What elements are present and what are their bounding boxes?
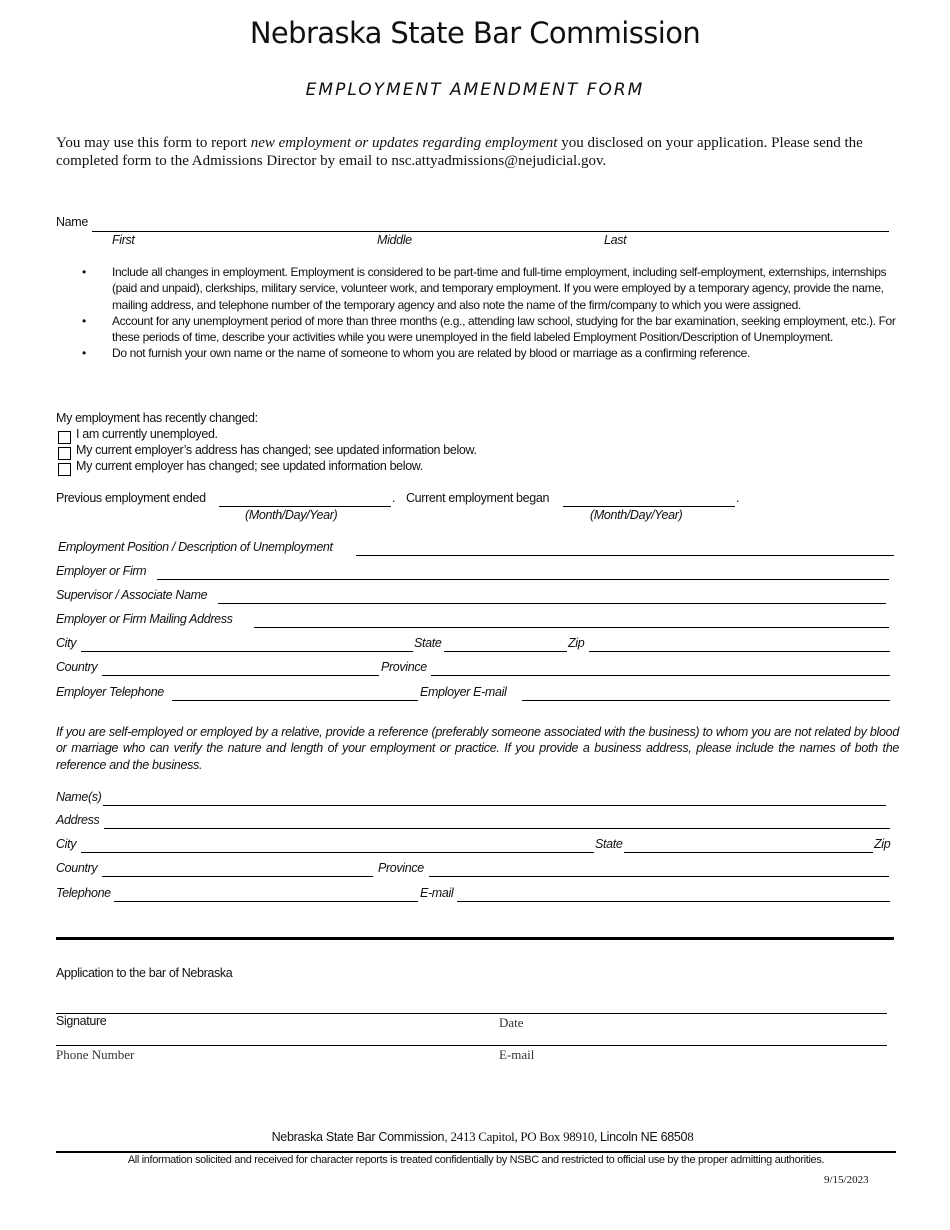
reference-country-label: Country xyxy=(56,861,98,875)
position-input[interactable] xyxy=(356,555,894,556)
reference-city-input[interactable] xyxy=(81,852,594,853)
date-label: Date xyxy=(499,1015,524,1030)
reference-note: If you are self-employed or employed by a relative, provide a reference (preferably someone associated with the business) to whom you are not related by blood or marriage who can verify the nature and length of your employment or practice. If you provide a business address, please include the names of both the reference and the business. xyxy=(56,725,899,772)
employer-zip-label: Zip xyxy=(568,636,585,650)
reference-zip-label: Zip xyxy=(874,837,891,851)
name-first-hint: First xyxy=(112,233,135,247)
reference-province-label: Province xyxy=(378,861,424,875)
employer-province-label: Province xyxy=(381,660,427,674)
position-label: Employment Position / Description of Unemployment xyxy=(58,540,333,554)
reference-country-input[interactable] xyxy=(102,876,373,877)
employer-country-input[interactable] xyxy=(102,675,379,676)
unemployed-label: I am currently unemployed. xyxy=(76,427,218,441)
application-label: Application to the bar of Nebraska xyxy=(56,966,233,980)
employer-state-label: State xyxy=(414,636,442,650)
employer-zip-input[interactable] xyxy=(589,651,890,652)
name-middle-hint: Middle xyxy=(377,233,412,247)
phone-number-label: Phone Number xyxy=(56,1047,135,1062)
prev-employment-label: Previous employment ended xyxy=(56,491,206,505)
employer-province-input[interactable] xyxy=(431,675,890,676)
supervisor-input[interactable] xyxy=(218,603,886,604)
reference-telephone-label: Telephone xyxy=(56,886,111,900)
employer-state-input[interactable] xyxy=(444,651,567,652)
name-label: Name xyxy=(56,215,88,229)
reference-email-label: E-mail xyxy=(420,886,454,900)
reference-state-label: State xyxy=(595,837,623,851)
reference-telephone-input[interactable] xyxy=(114,901,418,902)
employer-email-label: Employer E-mail xyxy=(420,685,507,699)
section-divider xyxy=(56,937,894,940)
footer-street: 2413 Capitol, PO Box 98910, xyxy=(450,1129,600,1144)
reference-state-input[interactable] xyxy=(624,852,873,853)
footer-city: Lincoln NE 6850 xyxy=(599,1130,688,1144)
employment-change-heading: My employment has recently changed: xyxy=(56,411,258,425)
reference-province-input[interactable] xyxy=(429,876,889,877)
employer-label: Employer or Firm xyxy=(56,564,147,578)
page-title: Nebraska State Bar Commission xyxy=(249,16,701,50)
employer-city-input[interactable] xyxy=(81,651,413,652)
footer-zip-end: 8 xyxy=(687,1129,694,1144)
reference-city-label: City xyxy=(56,837,77,851)
instruction-item: • Include all changes in employment. Employment is considered to be part-time and full-time employment, including self-employment, externships, internships (paid and unpaid), clerkships, military service, volunteer work, and temporary employment. If you were employed by a temporary agency, provide the name, mailing address, and telephone number of the temporary agency and also note the name of the firm/company to which you were assigned. xyxy=(82,265,887,312)
employer-telephone-label: Employer Telephone xyxy=(56,685,164,699)
mailing-address-label: Employer or Firm Mailing Address xyxy=(56,612,233,626)
prev-date-format: (Month/Day/Year) xyxy=(245,508,338,522)
current-employment-label: Current employment began xyxy=(406,491,550,505)
phone-email-line[interactable] xyxy=(56,1045,887,1046)
name-last-hint: Last xyxy=(604,233,627,247)
prev-employment-input[interactable] xyxy=(219,506,391,507)
intro-emphasis: new employment or updates regarding employment xyxy=(250,135,558,151)
footer-divider xyxy=(56,1151,896,1153)
application-email-label: E-mail xyxy=(499,1047,535,1062)
current-period: . xyxy=(736,491,740,505)
current-date-format: (Month/Day/Year) xyxy=(590,508,683,522)
employer-telephone-input[interactable] xyxy=(172,700,418,701)
intro-text-2: you disclosed on your application. Please send the completed form to the Admissions Director by email to nsc.attyadmissions@nejudicial.gov. xyxy=(56,135,863,169)
form-subtitle: EMPLOYMENT AMENDMENT FORM xyxy=(305,80,645,100)
employer-changed-checkbox[interactable] xyxy=(58,463,71,476)
footer-org: Nebraska State Bar Commission, xyxy=(271,1130,451,1144)
address-changed-checkbox[interactable] xyxy=(58,447,71,460)
footer-address xyxy=(0,1129,950,1145)
revision-date: 9/15/2023 xyxy=(824,1174,869,1186)
reference-names-input[interactable] xyxy=(103,805,886,806)
name-input-line[interactable] xyxy=(92,231,889,232)
reference-address-input[interactable] xyxy=(104,828,890,829)
signature-date-line[interactable] xyxy=(56,1013,887,1014)
reference-names-label: Name(s) xyxy=(56,790,102,804)
intro-text-1: You may use this form to report xyxy=(56,135,251,151)
current-employment-input[interactable] xyxy=(563,506,735,507)
intro-paragraph xyxy=(56,134,896,170)
employer-input[interactable] xyxy=(157,579,889,580)
instructions-list xyxy=(56,264,896,362)
employer-country-label: Country xyxy=(56,660,98,674)
mailing-address-input[interactable] xyxy=(254,627,889,628)
employer-email-input[interactable] xyxy=(522,700,890,701)
instruction-item: • Do not furnish your own name or the name of someone to whom you are related by blood or marriage as a confirming reference. xyxy=(82,346,750,361)
address-changed-label: My current employer’s address has changed; see updated information below. xyxy=(76,443,477,457)
instruction-item: • Account for any unemployment period of more than three months (e.g., attending law school, studying for the bar examination, seeking employment, etc.). For these periods of time, describe your activities while you were unemployed in the field labeled Employment Position/Description of Unemployment. xyxy=(82,313,896,345)
confidentiality-notice: All information solicited and received for character reports is treated confidentially by NSBC and restricted to official use by the proper admitting authorities. xyxy=(127,1154,825,1166)
prev-period: . xyxy=(392,491,396,505)
reference-email-input[interactable] xyxy=(457,901,890,902)
employer-city-label: City xyxy=(56,636,77,650)
signature-label: Signature xyxy=(56,1014,107,1028)
supervisor-label: Supervisor / Associate Name xyxy=(56,588,208,602)
unemployed-checkbox[interactable] xyxy=(58,431,71,444)
reference-address-label: Address xyxy=(56,813,100,827)
employer-changed-label: My current employer has changed; see updated information below. xyxy=(76,459,423,473)
